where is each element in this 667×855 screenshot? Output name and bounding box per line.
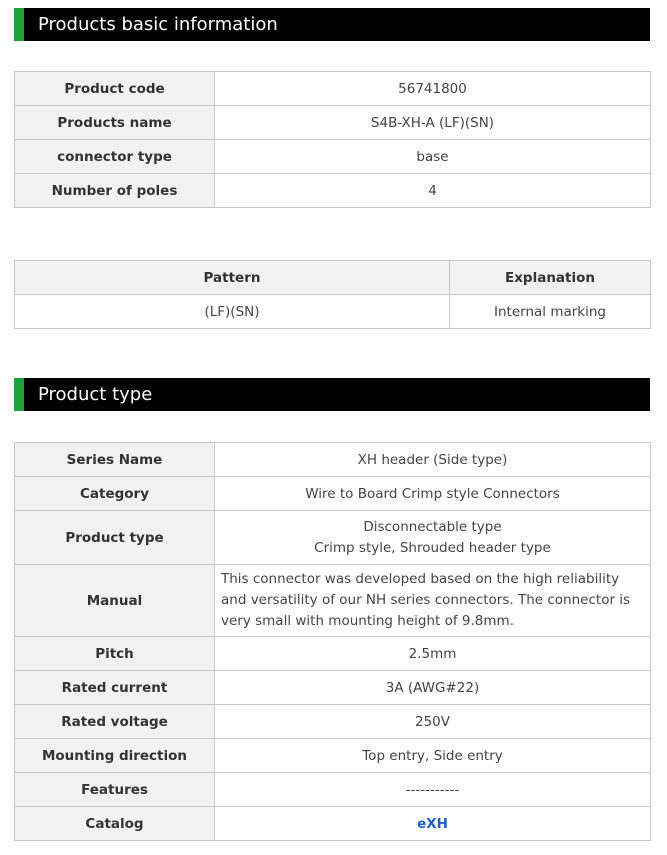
table-row [15,671,651,705]
row-label: Number of poles [15,174,215,208]
section-title: Product type [38,384,153,405]
row-label: Rated current [15,671,215,705]
row-label: Category [15,477,215,511]
row-value: S4B-XH-A (LF)(SN) [215,106,651,140]
row-value: XH header (Side type) [215,443,651,477]
table-header-row [15,261,651,295]
section-accent [14,378,24,411]
basic-info-table [14,71,651,208]
section-accent [14,8,24,41]
row-label: Products name [15,106,215,140]
section-header-product-type [14,378,650,411]
row-label: Series Name [15,443,215,477]
table-row [15,565,651,637]
catalog-link[interactable]: eXH [417,815,448,832]
row-label: Product code [15,72,215,106]
table-row [15,443,651,477]
row-value: 56741800 [215,72,651,106]
table-row [15,106,651,140]
row-value: Wire to Board Crimp style Connectors [215,477,651,511]
row-value: Top entry, Side entry [215,739,651,773]
table-row [15,174,651,208]
catalog-cell [215,807,651,841]
column-header-explanation: Explanation [450,261,651,295]
row-label: Catalog [15,807,215,841]
product-type-line: Crimp style, Shrouded header type [314,539,551,556]
row-label: Rated voltage [15,705,215,739]
row-value: base [215,140,651,174]
row-value: ----------- [215,773,651,807]
product-type-table [14,442,651,841]
row-label: connector type [15,140,215,174]
row-value: 4 [215,174,651,208]
row-label: Product type [15,511,215,565]
table-row [15,773,651,807]
column-header-pattern: Pattern [15,261,450,295]
table-row [15,511,651,565]
pattern-table [14,260,651,329]
section-title: Products basic information [38,14,278,35]
table-row [15,705,651,739]
table-row [15,72,651,106]
table-row [15,807,651,841]
row-value [215,511,651,565]
product-type-line: Disconnectable type [363,518,502,535]
row-label: Manual [15,565,215,637]
manual-description: This connector was developed based on the high reliability and versatility of our NH series connectors. The connector is very small with mounting height of 9.8mm. [215,565,651,637]
row-label: Pitch [15,637,215,671]
row-label: Features [15,773,215,807]
row-label: Mounting direction [15,739,215,773]
pattern-cell: (LF)(SN) [15,295,450,329]
section-header-basic-info [14,8,650,41]
table-row [15,140,651,174]
row-value: 3A (AWG#22) [215,671,651,705]
table-row [15,477,651,511]
explanation-cell: Internal marking [450,295,651,329]
row-value: 2.5mm [215,637,651,671]
table-row [15,295,651,329]
row-value: 250V [215,705,651,739]
table-row [15,637,651,671]
table-row [15,739,651,773]
